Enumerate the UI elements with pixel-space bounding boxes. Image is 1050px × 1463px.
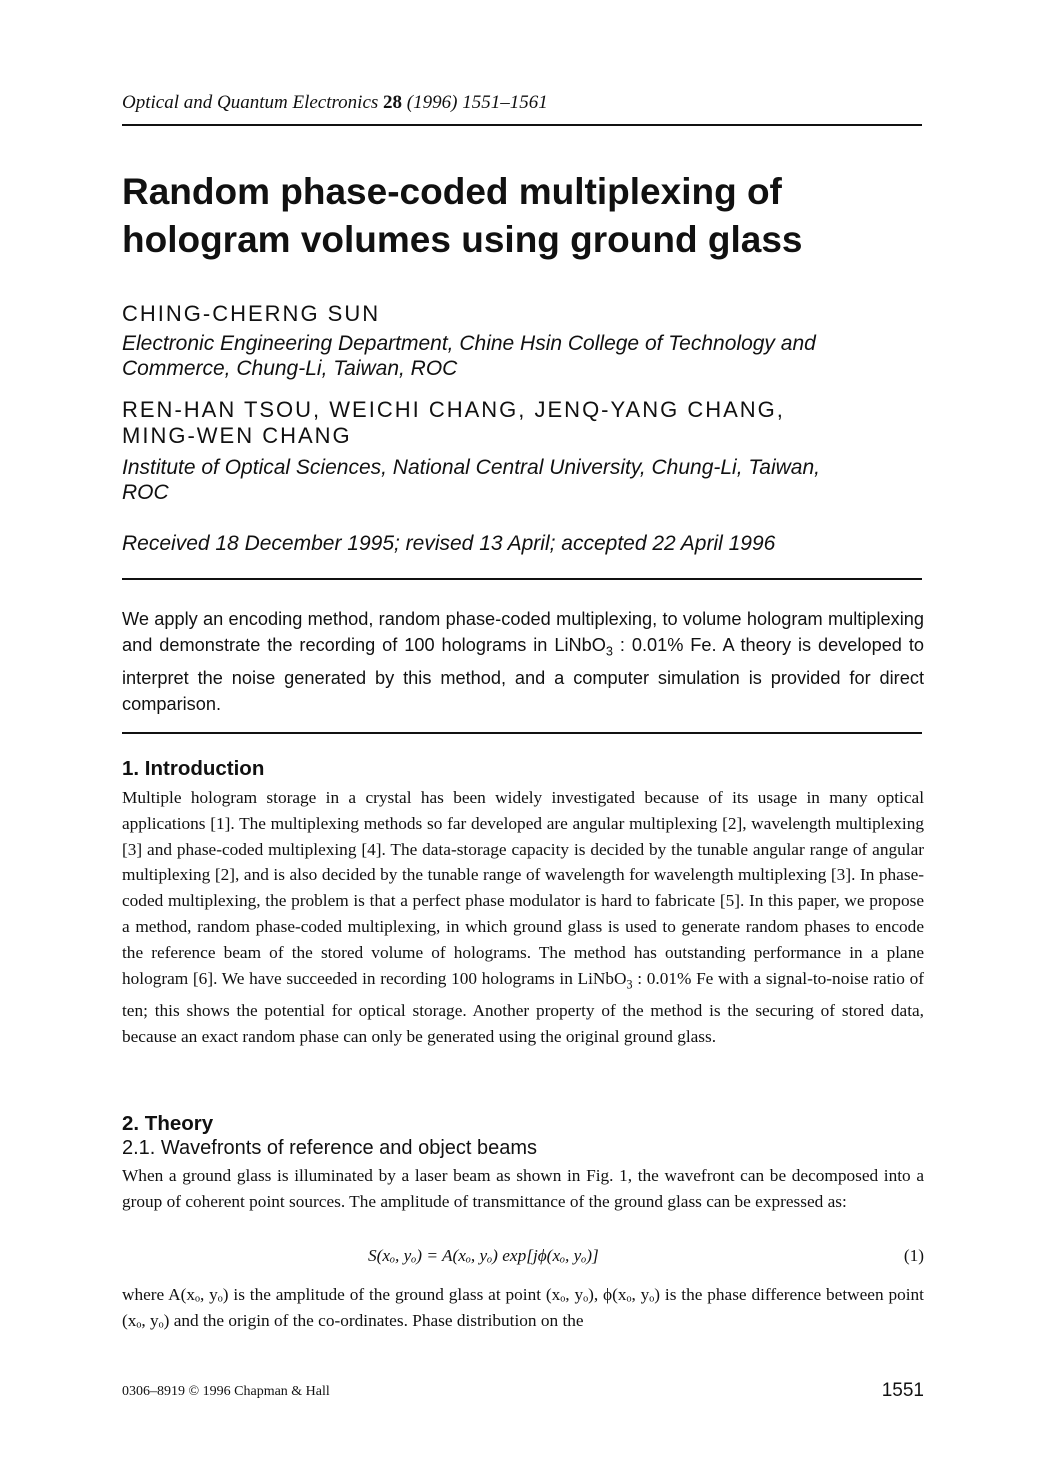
abstract-text: : 0.01% Fe. A theory is developed to interpret the noise generated by this method, and a computer simulation is provided for direct comparison. (122, 635, 924, 714)
equation-expression: S(xₒ, yₒ) = A(xₒ, yₒ) exp[jϕ(xₒ, yₒ)] (368, 1246, 599, 1265)
section-heading-theory: 2. Theory (122, 1112, 214, 1135)
journal-header (122, 92, 548, 114)
affiliation-2 (122, 455, 922, 505)
affiliation-line: Electronic Engineering Department, Chine Hsin College of Technology and (122, 332, 816, 355)
header-rule (122, 124, 922, 126)
theory-paragraph-1: When a ground glass is illuminated by a laser beam as shown in Fig. 1, the wavefront can be decomposed into a group of coherent point sources. The amplitude of transmittance of the ground glass can be expressed as: (122, 1166, 924, 1211)
author-group-1 (122, 301, 922, 327)
journal-name: Optical and Quantum Electronics (122, 92, 379, 113)
paper-title (122, 168, 922, 264)
affiliation-line: Commerce, Chung-Li, Taiwan, ROC (122, 357, 458, 380)
abstract-top-rule (122, 578, 922, 580)
author-line: CHING-CHERNG SUN (122, 301, 381, 326)
introduction-paragraph (122, 785, 924, 1049)
received-dates: Received 18 December 1995; revised 13 April; accepted 22 April 1996 (122, 532, 776, 555)
abstract (122, 606, 924, 717)
paragraph-text: Multiple hologram storage in a crystal has been widely investigated because of its usage in many optical applications [1]. The multiplexing methods so far developed are angular multiplexing [2], wavelength multiplexing [3] and phase-coded multiplexing [4]. The data-storage capacity is decided by the tunable angular range of angular multiplexing [2], and is also decided by the tunable range of wavelength for wavelength multiplexing [3]. In phase-coded multiplexing, the problem is that a perfect phase modulator is hard to fabricate [5]. In this paper, we propose a method, random phase-coded multiplexing, in which ground glass is used to generate random phases to encode the reference beam of the stored volume of holograms. The method has outstanding performance in a plane hologram [6]. We have succeeded in recording 100 holograms in LiNbO (122, 788, 924, 988)
subscript: 3 (605, 643, 613, 659)
author-group-2 (122, 397, 922, 449)
journal-volume: 28 (383, 92, 403, 113)
equation-1 (122, 1246, 924, 1272)
abstract-text: We apply an encoding method, random phase-coded multiplexing, to volume hologram multiplexing and demonstrate the recording of 100 holograms in LiNbO (122, 609, 924, 655)
affiliation-1 (122, 331, 922, 381)
subscript: 3 (626, 977, 633, 992)
theory-paragraph-2: where A(xₒ, yₒ) is the amplitude of the ground glass at point (xₒ, yₒ), ϕ(xₒ, yₒ) is the phase difference between point (xₒ, yₒ) and the origin of the co-ordinates. Phase distribution on the (122, 1285, 924, 1330)
subsection-heading-wavefronts: 2.1. Wavefronts of reference and object beams (122, 1137, 538, 1159)
page-number: 1551 (881, 1380, 924, 1401)
equation-number: (1) (903, 1246, 924, 1265)
affiliation-line: Institute of Optical Sciences, National Central University, Chung-Li, Taiwan, (122, 456, 820, 479)
paragraph-text: : 0.01% Fe with a signal-to-noise ratio of ten; this shows the potential for optical storage. Another property of the method is the securing of stored data, because an exact random phase can only be generated using the original ground glass. (122, 968, 924, 1046)
author-line: REN-HAN TSOU, WEICHI CHANG, JENQ-YANG CHANG, (122, 397, 785, 422)
title-line-1: Random phase-coded multiplexing of (122, 171, 782, 212)
footer-copyright: 0306–8919 © 1996 Chapman & Hall (122, 1384, 330, 1399)
abstract-bottom-rule (122, 732, 922, 734)
journal-year-pages: (1996) 1551–1561 (406, 92, 548, 113)
author-line: MING-WEN CHANG (122, 423, 352, 448)
title-line-2: hologram volumes using ground glass (122, 219, 803, 260)
affiliation-line: ROC (122, 481, 169, 504)
section-heading-introduction: 1. Introduction (122, 757, 265, 780)
